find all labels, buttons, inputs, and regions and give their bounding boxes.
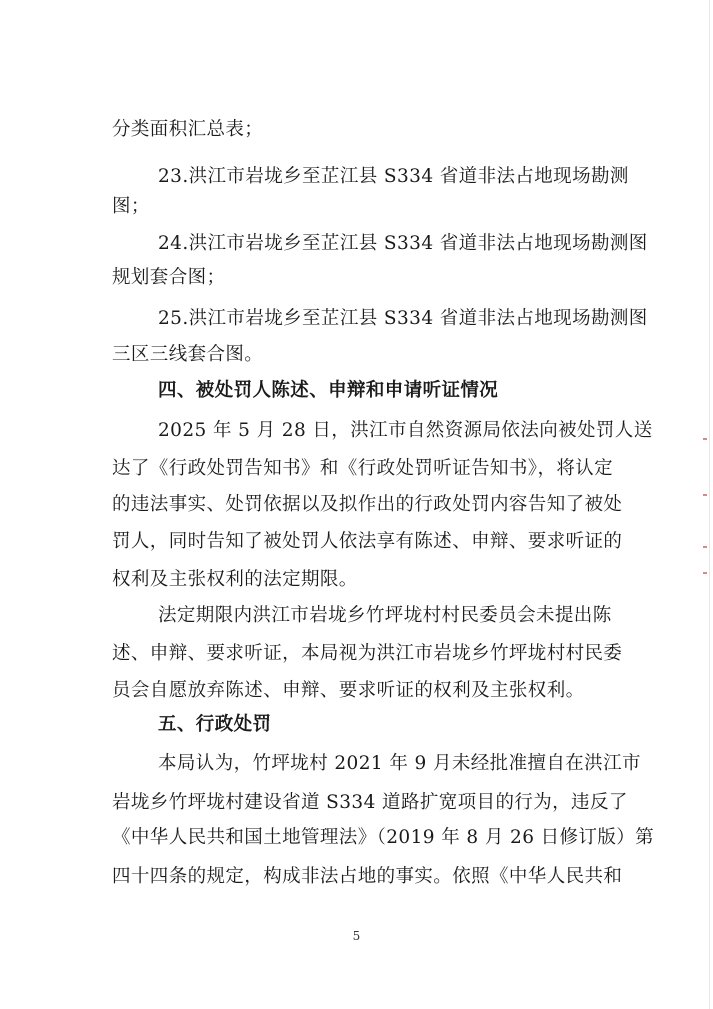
seal-edge-mark — [703, 572, 707, 574]
text-line: 三区三线套合图。 — [112, 344, 264, 365]
text-line: 员会自愿放弃陈述、申辩、要求听证的权利及主张权利。 — [112, 680, 585, 701]
section-heading: 四、被处罚人陈述、申辩和申请听证情况 — [158, 380, 499, 401]
text-line: 《中华人民共和国土地管理法》（2019 年 8 月 26 日修订版）第 — [112, 827, 655, 848]
text-line: 权利及主张权利的法定期限。 — [112, 569, 358, 590]
text-line: 的违法事实、处罚依据以及拟作出的行政处罚内容告知了被处 — [112, 494, 623, 515]
section-heading: 五、行政处罚 — [158, 714, 272, 735]
text-line: 23.洪江市岩垅乡至芷江县 S334 省道非法占地现场勘测 — [158, 166, 629, 187]
text-line: 四十四条的规定，构成非法占地的事实。依照《中华人民共和 — [112, 866, 623, 887]
text-line: 述、申辩、要求听证，本局视为洪江市岩垅乡竹坪垅村村民委 — [112, 643, 623, 664]
text-line: 罚人，同时告知了被处罚人依法享有陈述、申辩、要求听证的 — [112, 531, 623, 552]
text-line: 规划套合图； — [112, 267, 226, 288]
text-line: 25.洪江市岩垅乡至芷江县 S334 省道非法占地现场勘测图 — [158, 308, 648, 329]
text-line: 本局认为，竹坪垅村 2021 年 9 月未经批准擅自在洪江市 — [158, 753, 641, 774]
page-number: 5 — [352, 929, 361, 943]
text-line: 2025 年 5 月 28 日，洪江市自然资源局依法向被处罚人送 — [158, 420, 653, 441]
text-line: 分类面积汇总表； — [112, 119, 264, 140]
seal-edge-mark — [703, 546, 707, 548]
text-line: 24.洪江市岩垅乡至芷江县 S334 省道非法占地现场勘测图 — [158, 233, 648, 254]
text-line: 图； — [112, 196, 150, 217]
text-line: 法定期限内洪江市岩垅乡竹坪垅村村民委员会未提出陈 — [158, 605, 612, 626]
seal-edge-mark — [703, 494, 707, 496]
page-edge — [709, 0, 710, 1009]
seal-edge-mark — [703, 438, 707, 440]
text-line: 达了《行政处罚告知书》和《行政处罚听证告知书》，将认定 — [112, 458, 614, 479]
text-line: 岩垅乡竹坪垅村建设省道 S334 道路扩宽项目的行为，违反了 — [112, 792, 628, 813]
